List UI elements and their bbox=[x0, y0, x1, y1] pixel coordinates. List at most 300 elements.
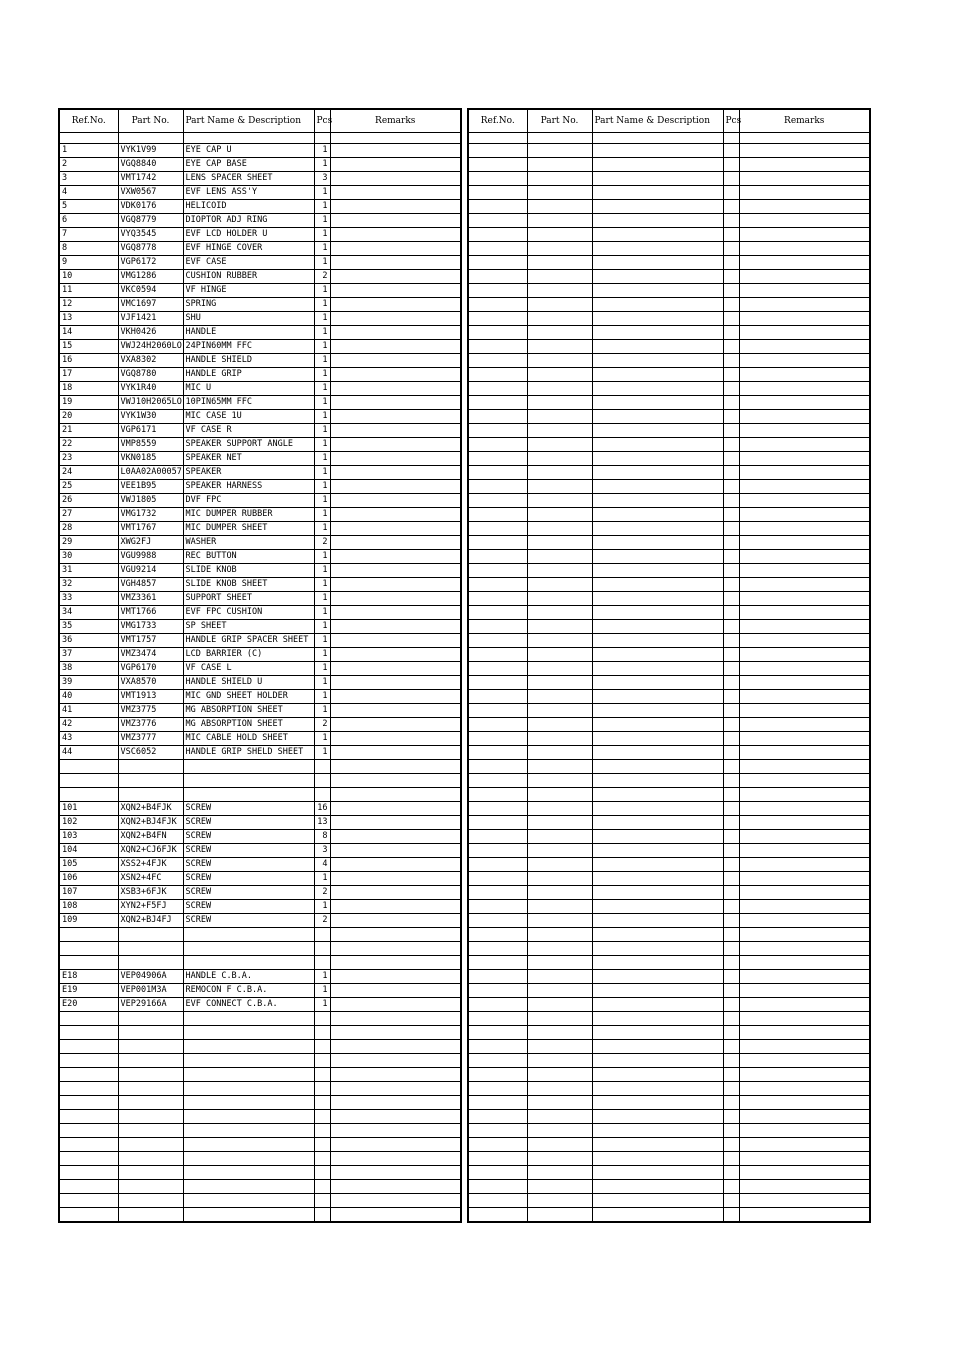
remarks-cell bbox=[739, 480, 870, 494]
table-row bbox=[468, 550, 870, 564]
pcs-cell bbox=[723, 606, 739, 620]
ref-cell bbox=[468, 1152, 527, 1166]
pcs-cell: 1 bbox=[314, 242, 330, 256]
table-row bbox=[468, 1152, 870, 1166]
table-row bbox=[59, 508, 461, 522]
desc-cell bbox=[592, 186, 723, 200]
part-cell: VYK1V99 bbox=[118, 144, 183, 158]
ref-cell bbox=[468, 494, 527, 508]
remarks-cell bbox=[330, 1040, 461, 1054]
ref-cell bbox=[468, 1180, 527, 1194]
desc-cell bbox=[592, 900, 723, 914]
remarks-cell bbox=[739, 844, 870, 858]
remarks-cell bbox=[330, 1180, 461, 1194]
ref-cell bbox=[468, 214, 527, 228]
desc-cell bbox=[592, 746, 723, 760]
pcs-cell: 1 bbox=[314, 872, 330, 886]
remarks-cell bbox=[739, 1138, 870, 1152]
pcs-cell bbox=[723, 732, 739, 746]
desc-cell bbox=[592, 270, 723, 284]
pcs-cell bbox=[723, 886, 739, 900]
desc-cell bbox=[592, 536, 723, 550]
desc-cell: SPEAKER bbox=[183, 466, 314, 480]
part-cell bbox=[527, 564, 592, 578]
remarks-cell bbox=[739, 1208, 870, 1223]
ref-cell: 24 bbox=[59, 466, 118, 480]
table-row bbox=[59, 1180, 461, 1194]
table-row bbox=[59, 522, 461, 536]
pcs-cell bbox=[723, 690, 739, 704]
part-cell bbox=[527, 438, 592, 452]
desc-cell: HANDLE GRIP bbox=[183, 368, 314, 382]
pcs-cell: 2 bbox=[314, 718, 330, 732]
pcs-cell: 1 bbox=[314, 662, 330, 676]
ref-cell bbox=[468, 704, 527, 718]
remarks-cell bbox=[739, 284, 870, 298]
remarks-cell bbox=[330, 158, 461, 172]
pcs-cell bbox=[723, 144, 739, 158]
desc-cell: MG ABSORPTION SHEET bbox=[183, 704, 314, 718]
header-desc: Part Name & Description bbox=[183, 109, 314, 133]
pcs-cell bbox=[723, 872, 739, 886]
desc-cell: HANDLE GRIP SPACER SHEET bbox=[183, 634, 314, 648]
remarks-cell bbox=[330, 606, 461, 620]
table-row bbox=[59, 942, 461, 956]
table-row bbox=[468, 1194, 870, 1208]
part-cell bbox=[527, 144, 592, 158]
pcs-cell bbox=[723, 396, 739, 410]
part-cell: VWJ10H2065LO bbox=[118, 396, 183, 410]
ref-cell bbox=[59, 1054, 118, 1068]
part-cell: VGQ8840 bbox=[118, 158, 183, 172]
pcs-cell bbox=[723, 788, 739, 802]
pcs-cell: 1 bbox=[314, 704, 330, 718]
table-row bbox=[59, 550, 461, 564]
part-cell: VMC1697 bbox=[118, 298, 183, 312]
table-row bbox=[468, 438, 870, 452]
pcs-cell bbox=[723, 1082, 739, 1096]
part-cell: VEP001M3A bbox=[118, 984, 183, 998]
ref-cell bbox=[468, 998, 527, 1012]
part-cell bbox=[527, 522, 592, 536]
remarks-cell bbox=[330, 466, 461, 480]
desc-cell bbox=[592, 228, 723, 242]
spacer-row bbox=[59, 133, 461, 144]
remarks-cell bbox=[739, 830, 870, 844]
pcs-cell: 1 bbox=[314, 522, 330, 536]
remarks-cell bbox=[330, 452, 461, 466]
part-cell: VEE1B95 bbox=[118, 480, 183, 494]
remarks-cell bbox=[330, 592, 461, 606]
ref-cell bbox=[468, 690, 527, 704]
desc-cell: EVF LENS ASS'Y bbox=[183, 186, 314, 200]
ref-cell: 17 bbox=[59, 368, 118, 382]
ref-cell bbox=[468, 746, 527, 760]
remarks-cell bbox=[739, 536, 870, 550]
desc-cell: 10PIN65MM FFC bbox=[183, 396, 314, 410]
table-row bbox=[468, 228, 870, 242]
part-cell bbox=[527, 1138, 592, 1152]
pcs-cell bbox=[314, 1138, 330, 1152]
part-cell bbox=[527, 732, 592, 746]
ref-cell bbox=[468, 606, 527, 620]
ref-cell: 1 bbox=[59, 144, 118, 158]
part-cell bbox=[527, 186, 592, 200]
remarks-cell bbox=[739, 312, 870, 326]
table-row bbox=[468, 970, 870, 984]
ref-cell bbox=[468, 1040, 527, 1054]
ref-cell bbox=[59, 1194, 118, 1208]
part-cell bbox=[118, 1054, 183, 1068]
ref-cell bbox=[468, 914, 527, 928]
remarks-cell bbox=[739, 928, 870, 942]
ref-cell: 44 bbox=[59, 746, 118, 760]
remarks-cell bbox=[330, 1026, 461, 1040]
table-row bbox=[468, 718, 870, 732]
pcs-cell bbox=[723, 830, 739, 844]
table-row bbox=[59, 774, 461, 788]
table-row bbox=[468, 690, 870, 704]
ref-cell bbox=[468, 872, 527, 886]
part-cell bbox=[527, 1068, 592, 1082]
table-row bbox=[468, 1138, 870, 1152]
part-cell: VGQ8779 bbox=[118, 214, 183, 228]
ref-cell: 31 bbox=[59, 564, 118, 578]
desc-cell bbox=[183, 1068, 314, 1082]
ref-cell bbox=[468, 270, 527, 284]
ref-cell: 5 bbox=[59, 200, 118, 214]
remarks-cell bbox=[739, 578, 870, 592]
table-row bbox=[59, 732, 461, 746]
remarks-cell bbox=[330, 928, 461, 942]
ref-cell bbox=[468, 1068, 527, 1082]
part-cell bbox=[527, 578, 592, 592]
part-cell bbox=[527, 830, 592, 844]
table-row bbox=[59, 354, 461, 368]
pcs-cell: 2 bbox=[314, 914, 330, 928]
table-row bbox=[468, 158, 870, 172]
pcs-cell bbox=[723, 354, 739, 368]
table-row bbox=[468, 774, 870, 788]
remarks-cell bbox=[330, 942, 461, 956]
desc-cell: SLIDE KNOB bbox=[183, 564, 314, 578]
pcs-cell bbox=[314, 1152, 330, 1166]
remarks-cell bbox=[330, 886, 461, 900]
spacer-cell bbox=[527, 133, 592, 144]
table-row bbox=[59, 452, 461, 466]
table-row bbox=[59, 1138, 461, 1152]
ref-cell: 34 bbox=[59, 606, 118, 620]
pcs-cell: 1 bbox=[314, 480, 330, 494]
pcs-cell bbox=[723, 424, 739, 438]
pcs-cell: 1 bbox=[314, 214, 330, 228]
remarks-cell bbox=[330, 578, 461, 592]
desc-cell bbox=[592, 760, 723, 774]
pcs-cell bbox=[314, 788, 330, 802]
table-row bbox=[59, 928, 461, 942]
table-row bbox=[59, 648, 461, 662]
spacer-cell bbox=[118, 133, 183, 144]
pcs-cell bbox=[314, 1012, 330, 1026]
ref-cell: 107 bbox=[59, 886, 118, 900]
ref-cell bbox=[59, 956, 118, 970]
desc-cell bbox=[183, 942, 314, 956]
remarks-cell bbox=[330, 438, 461, 452]
remarks-cell bbox=[330, 718, 461, 732]
pcs-cell bbox=[723, 494, 739, 508]
desc-cell: SCREW bbox=[183, 816, 314, 830]
ref-cell bbox=[468, 774, 527, 788]
pcs-cell: 1 bbox=[314, 354, 330, 368]
ref-cell bbox=[468, 662, 527, 676]
pcs-cell bbox=[723, 508, 739, 522]
remarks-cell bbox=[739, 228, 870, 242]
pcs-cell: 3 bbox=[314, 172, 330, 186]
part-cell bbox=[527, 872, 592, 886]
ref-cell bbox=[59, 774, 118, 788]
table-row bbox=[59, 1082, 461, 1096]
pcs-cell bbox=[314, 1194, 330, 1208]
desc-cell bbox=[592, 620, 723, 634]
table-row bbox=[468, 1026, 870, 1040]
ref-cell bbox=[468, 858, 527, 872]
ref-cell bbox=[468, 354, 527, 368]
ref-cell bbox=[468, 984, 527, 998]
pcs-cell bbox=[723, 816, 739, 830]
remarks-cell bbox=[330, 858, 461, 872]
pcs-cell bbox=[723, 158, 739, 172]
part-cell bbox=[527, 1180, 592, 1194]
table-row bbox=[59, 662, 461, 676]
pcs-cell: 2 bbox=[314, 536, 330, 550]
ref-cell: 12 bbox=[59, 298, 118, 312]
remarks-cell bbox=[739, 634, 870, 648]
part-cell: VGH4857 bbox=[118, 578, 183, 592]
table-row bbox=[59, 844, 461, 858]
part-cell bbox=[527, 200, 592, 214]
desc-cell bbox=[592, 1152, 723, 1166]
remarks-cell bbox=[739, 508, 870, 522]
desc-cell bbox=[592, 592, 723, 606]
part-cell bbox=[527, 1152, 592, 1166]
part-cell: VDK0176 bbox=[118, 200, 183, 214]
pcs-cell bbox=[723, 1152, 739, 1166]
pcs-cell bbox=[314, 760, 330, 774]
ref-cell bbox=[59, 1208, 118, 1223]
desc-cell bbox=[592, 382, 723, 396]
remarks-cell bbox=[739, 802, 870, 816]
pcs-cell: 1 bbox=[314, 466, 330, 480]
table-row bbox=[59, 1124, 461, 1138]
remarks-cell bbox=[739, 662, 870, 676]
part-cell bbox=[527, 676, 592, 690]
desc-cell: MIC CASE 1U bbox=[183, 410, 314, 424]
table-row bbox=[59, 368, 461, 382]
table-row bbox=[59, 186, 461, 200]
ref-cell: 35 bbox=[59, 620, 118, 634]
remarks-cell bbox=[330, 424, 461, 438]
desc-cell bbox=[592, 438, 723, 452]
ref-cell bbox=[468, 186, 527, 200]
ref-cell: 38 bbox=[59, 662, 118, 676]
table-row bbox=[468, 984, 870, 998]
desc-cell bbox=[592, 1124, 723, 1138]
pcs-cell bbox=[723, 1068, 739, 1082]
part-cell: XQN2+B4FJK bbox=[118, 802, 183, 816]
ref-cell: 21 bbox=[59, 424, 118, 438]
desc-cell bbox=[592, 508, 723, 522]
remarks-cell bbox=[330, 214, 461, 228]
desc-cell bbox=[592, 998, 723, 1012]
desc-cell bbox=[592, 956, 723, 970]
part-cell: XSN2+4FC bbox=[118, 872, 183, 886]
table-row bbox=[59, 816, 461, 830]
desc-cell: HANDLE C.B.A. bbox=[183, 970, 314, 984]
ref-cell bbox=[59, 1068, 118, 1082]
desc-cell bbox=[592, 1026, 723, 1040]
pcs-cell bbox=[723, 676, 739, 690]
desc-cell bbox=[592, 676, 723, 690]
pcs-cell: 1 bbox=[314, 158, 330, 172]
ref-cell: 10 bbox=[59, 270, 118, 284]
table-row bbox=[59, 1054, 461, 1068]
pcs-cell bbox=[723, 200, 739, 214]
part-cell bbox=[527, 648, 592, 662]
pcs-cell: 1 bbox=[314, 578, 330, 592]
table-row bbox=[59, 1194, 461, 1208]
remarks-cell bbox=[739, 396, 870, 410]
pcs-cell bbox=[723, 984, 739, 998]
desc-cell bbox=[592, 942, 723, 956]
ref-cell: 15 bbox=[59, 340, 118, 354]
remarks-cell bbox=[330, 760, 461, 774]
remarks-cell bbox=[330, 172, 461, 186]
ref-cell bbox=[468, 340, 527, 354]
table-row bbox=[59, 466, 461, 480]
remarks-cell bbox=[739, 648, 870, 662]
ref-cell bbox=[59, 1082, 118, 1096]
remarks-cell bbox=[330, 256, 461, 270]
pcs-cell bbox=[723, 466, 739, 480]
desc-cell: SHU bbox=[183, 312, 314, 326]
desc-cell: EVF CONNECT C.B.A. bbox=[183, 998, 314, 1012]
remarks-cell bbox=[330, 676, 461, 690]
desc-cell: SLIDE KNOB SHEET bbox=[183, 578, 314, 592]
remarks-cell bbox=[330, 1208, 461, 1223]
remarks-cell bbox=[330, 1096, 461, 1110]
table-row bbox=[59, 830, 461, 844]
table-row bbox=[468, 914, 870, 928]
pcs-cell bbox=[723, 578, 739, 592]
ref-cell: E19 bbox=[59, 984, 118, 998]
remarks-cell bbox=[330, 494, 461, 508]
pcs-cell: 1 bbox=[314, 396, 330, 410]
desc-cell bbox=[592, 242, 723, 256]
header-pcs: Pcs bbox=[723, 109, 739, 133]
table-row bbox=[468, 886, 870, 900]
part-cell bbox=[527, 704, 592, 718]
ref-cell bbox=[468, 200, 527, 214]
pcs-cell bbox=[723, 326, 739, 340]
remarks-cell bbox=[330, 816, 461, 830]
desc-cell bbox=[592, 1138, 723, 1152]
table-row bbox=[468, 1180, 870, 1194]
table-row bbox=[468, 200, 870, 214]
table-row bbox=[468, 746, 870, 760]
desc-cell: SCREW bbox=[183, 830, 314, 844]
pcs-cell: 1 bbox=[314, 648, 330, 662]
desc-cell bbox=[592, 732, 723, 746]
table-row bbox=[59, 270, 461, 284]
ref-cell: 2 bbox=[59, 158, 118, 172]
pcs-cell bbox=[723, 914, 739, 928]
table-row bbox=[468, 1012, 870, 1026]
part-cell bbox=[527, 718, 592, 732]
pcs-cell bbox=[723, 242, 739, 256]
table-row bbox=[59, 956, 461, 970]
part-cell: VKN0185 bbox=[118, 452, 183, 466]
table-row bbox=[59, 858, 461, 872]
ref-cell bbox=[59, 1124, 118, 1138]
part-cell bbox=[527, 970, 592, 984]
pcs-cell: 16 bbox=[314, 802, 330, 816]
ref-cell: 109 bbox=[59, 914, 118, 928]
remarks-cell bbox=[330, 732, 461, 746]
remarks-cell bbox=[330, 522, 461, 536]
remarks-cell bbox=[739, 1180, 870, 1194]
ref-cell bbox=[468, 1124, 527, 1138]
remarks-cell bbox=[739, 242, 870, 256]
part-cell: VYK1R40 bbox=[118, 382, 183, 396]
table-row bbox=[59, 326, 461, 340]
ref-cell: 103 bbox=[59, 830, 118, 844]
ref-cell bbox=[468, 1138, 527, 1152]
remarks-cell bbox=[739, 760, 870, 774]
part-cell bbox=[118, 1082, 183, 1096]
pcs-cell: 13 bbox=[314, 816, 330, 830]
part-cell bbox=[527, 1110, 592, 1124]
part-cell: VMG1733 bbox=[118, 620, 183, 634]
table-row bbox=[468, 900, 870, 914]
remarks-cell bbox=[739, 1110, 870, 1124]
remarks-cell bbox=[330, 298, 461, 312]
ref-cell bbox=[59, 788, 118, 802]
remarks-cell bbox=[330, 788, 461, 802]
table-row bbox=[468, 382, 870, 396]
desc-cell bbox=[592, 886, 723, 900]
part-cell bbox=[527, 984, 592, 998]
table-row bbox=[468, 998, 870, 1012]
pcs-cell: 3 bbox=[314, 844, 330, 858]
part-cell: VMZ3474 bbox=[118, 648, 183, 662]
part-cell bbox=[118, 1110, 183, 1124]
part-cell: VGP6171 bbox=[118, 424, 183, 438]
table-row bbox=[59, 704, 461, 718]
pcs-cell: 1 bbox=[314, 690, 330, 704]
desc-cell bbox=[592, 662, 723, 676]
ref-cell bbox=[468, 676, 527, 690]
table-row bbox=[468, 1082, 870, 1096]
ref-cell bbox=[468, 1082, 527, 1096]
part-cell bbox=[527, 410, 592, 424]
part-cell: XSB3+6FJK bbox=[118, 886, 183, 900]
desc-cell bbox=[592, 312, 723, 326]
remarks-cell bbox=[330, 410, 461, 424]
part-cell: VXA8302 bbox=[118, 354, 183, 368]
desc-cell: SCREW bbox=[183, 858, 314, 872]
pcs-cell bbox=[723, 522, 739, 536]
table-row bbox=[59, 592, 461, 606]
